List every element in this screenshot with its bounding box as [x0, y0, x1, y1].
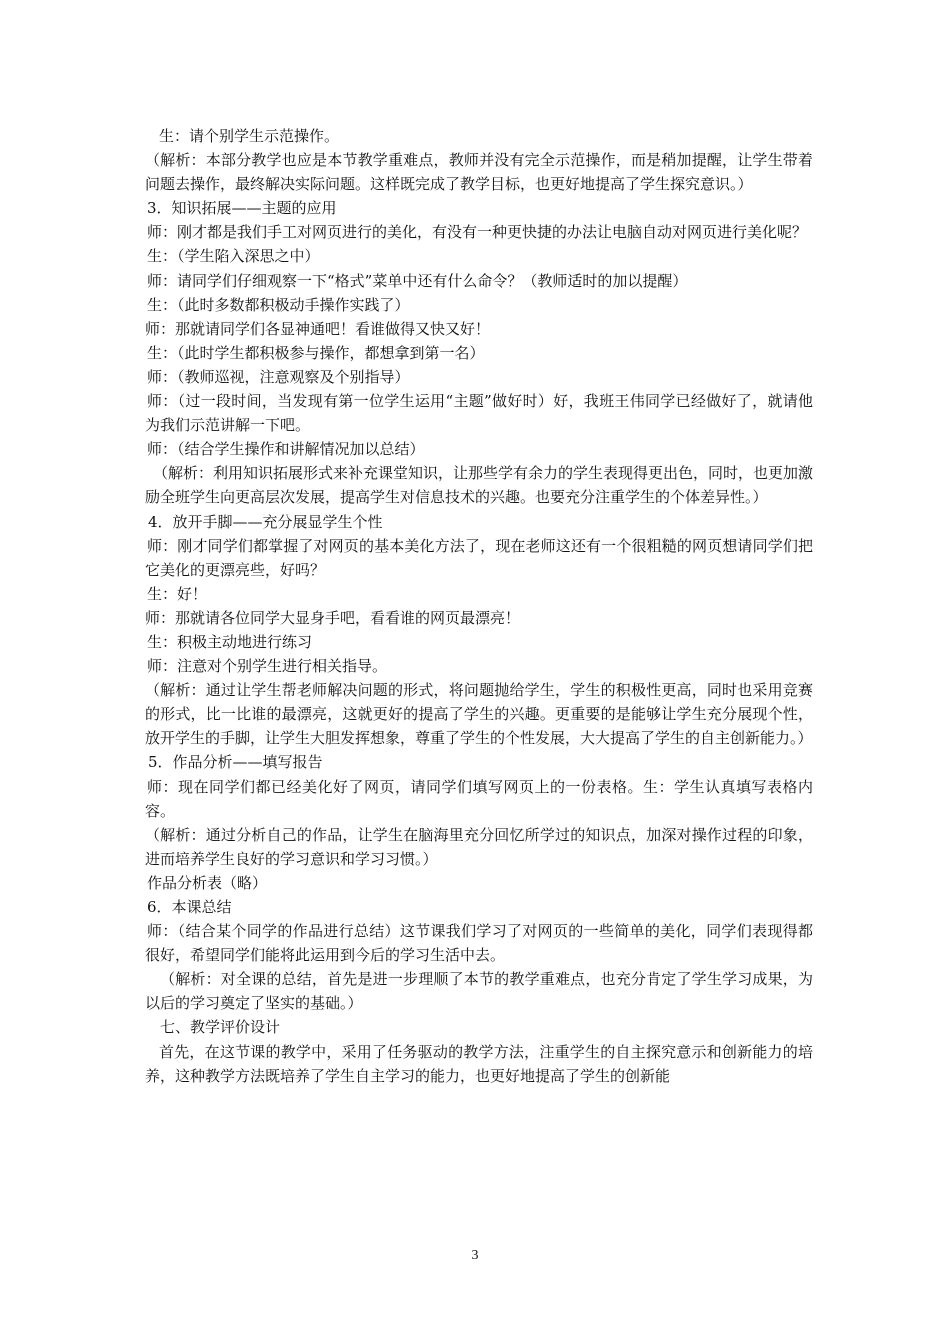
paragraph-teacher-rough-page: 师：刚才同学们都掌握了对网页的基本美化方法了，现在老师这还有一个很粗糙的网页想请同学们把它美化的更漂亮些，好吗？: [145, 536, 813, 579]
paragraph-teacher-form: 师：现在同学们都已经美化好了网页，请同学们填写网页上的一份表格。生：学生认真填写表格内容。: [145, 777, 813, 820]
paragraph-student-participate: 生：（此时学生都积极参与操作，都想拿到第一名）: [147, 343, 485, 362]
paragraph-analysis-1: （解析：本部分教学也应是本节教学重难点，教师并没有完全示范操作，而是稍加提醒，让学生带着问题去操作，最终解决实际问题。这样既完成了教学目标，也更好地提高了学生探究意识。）: [145, 151, 813, 194]
section-heading-4: 4．放开手脚——充分展显学生个性: [148, 512, 383, 531]
paragraph-teacher-theme-demo: 师：（过一段时间，当发现有第一位学生运用“主题”做好时）好，我班王伟同学已经做好了，就请他为我们示范讲解一下吧。: [145, 392, 813, 435]
paragraph-teacher-patrol: 师：（教师巡视，注意观察及个别指导）: [147, 367, 410, 386]
paragraph-teacher-show: 师：那就请各位同学大显身手吧，看看谁的网页最漂亮！: [145, 608, 521, 627]
paragraph-student-demo: 生：请个别学生示范操作。: [159, 127, 340, 145]
paragraph-analysis-4: （解析：通过分析自己的作品，让学生在脑海里充分回忆所学过的知识点，加深对操作过程的印象，进而培养学生良好的学习意识和学习习惯。）: [145, 825, 813, 868]
paragraph-evaluation: 首先，在这节课的教学中，采用了任务驱动的教学方法，注重学生的自主探究意示和创新能力的培养，这种教学方法既培养了学生自主学习的能力，也更好地提高了学生的创新能: [145, 1042, 813, 1085]
section-heading-3: 3．知识拓展——主题的应用: [147, 199, 337, 218]
section-heading-6: 6．本课总结: [147, 898, 232, 916]
paragraph-teacher-encourage: 师：那就请同学们各显神通吧！看谁做得又快又好！: [145, 319, 491, 338]
paragraph-analysis-5: （解析：对全课的总结，首先是进一步理顺了本节的教学重难点，也充分肯定了学生学习成果，为以后的学习奠定了坚实的基础。）: [145, 970, 813, 1013]
section-heading-5: 5．作品分析——填写报告: [148, 753, 323, 772]
body-text: [145, 124, 813, 1088]
paragraph-student-think: 生：（学生陷入深思之中）: [147, 247, 320, 266]
page-number: 3: [471, 1248, 479, 1263]
paragraph-teacher-guide: 师：注意对个别学生进行相关指导。: [147, 657, 388, 676]
paragraph-teacher-format-menu: 师：请同学们仔细观察一下“格式”菜单中还有什么命令？（教师适时的加以提醒）: [147, 271, 688, 290]
paragraph-teacher-conclude: 师：（结合某个同学的作品进行总结）这节课我们学习了对网页的一些简单的美化，同学们表现得都很好，希望同学们能将此运用到今后的学习生活中去。: [145, 922, 813, 965]
paragraph-teacher-question: 师：刚才都是我们手工对网页进行的美化，有没有一种更快捷的办法让电脑自动对网页进行美化呢？: [147, 223, 808, 242]
paragraph-analysis-2: （解析：利用知识拓展形式来补充课堂知识，让那些学有余力的学生表现得更出色，同时，也更加激励全班学生向更高层次发展，提高学生对信息技术的兴趣。也要充分注重学生的个体差异性。）: [145, 464, 814, 507]
paragraph-student-exercise: 生：积极主动地进行练习: [147, 632, 313, 651]
paragraph-student-ok: 生：好！: [147, 584, 208, 603]
section-heading-seven: 七、教学评价设计: [160, 1018, 281, 1037]
paragraph-analysis-table: 作品分析表（略）: [147, 873, 268, 892]
paragraph-teacher-summary: 师：（结合学生操作和讲解情况加以总结）: [147, 440, 425, 459]
paragraph-analysis-3: （解析：通过让学生帮老师解决问题的形式，将问题抛给学生，学生的积极性更高，同时也采用竞赛的形式，比一比谁的最漂亮，这就更好的提高了学生的兴趣。更重要的是能够让学生充分展现个性，放开学生的手脚，让学生大胆发挥想象，尊重了学生的个性发展，大大提高了学生的自主创新能力。）: [145, 681, 813, 748]
paragraph-student-practice: 生：（此时多数都积极动手操作实践了）: [147, 295, 410, 314]
